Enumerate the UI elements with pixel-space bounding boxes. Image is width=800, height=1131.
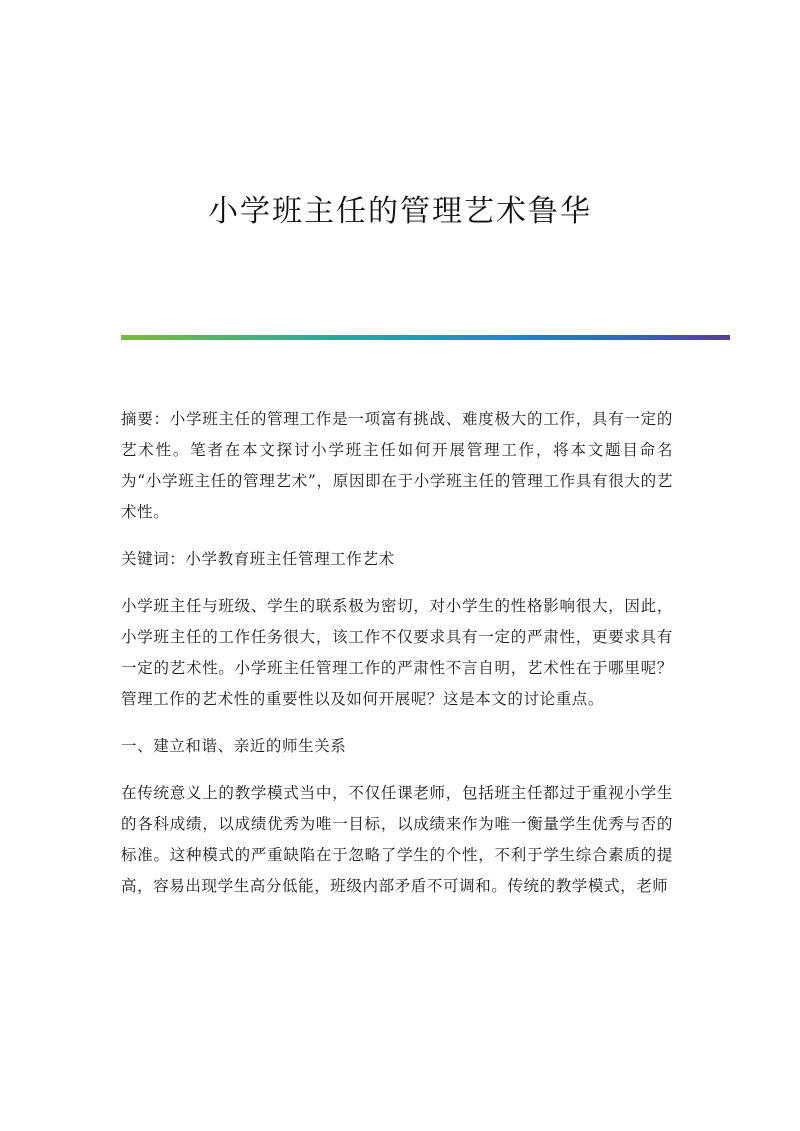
- section-1-paragraph: 在传统意义上的教学模式当中，不仅任课老师，包括班主任都过于重视小学生的各科成绩，以成绩优秀为唯一目标，以成绩来作为唯一衡量学生优秀与否的标准。这种模式的严重缺陷在于忽略了学生的个性，不利于学生综合素质的提高，容易出现学生高分低能，班级内部矛盾不可调和。传统的教学模式，老师: [121, 784, 673, 895]
- gradient-divider: [121, 335, 730, 340]
- keywords-text: 小学教育班主任管理工作艺术: [185, 550, 395, 568]
- keywords-label: 关键词：: [121, 550, 186, 568]
- abstract-label: 摘要：: [121, 410, 170, 428]
- keywords-paragraph: [121, 544, 673, 575]
- abstract-paragraph: [121, 404, 673, 528]
- document-body: [121, 404, 673, 918]
- abstract-text: 小学班主任的管理工作是一项富有挑战、难度极大的工作，具有一定的艺术性。笔者在本文探讨小学班主任如何开展管理工作，将本文题目命名为“小学班主任的管理艺术”，原因即在于小学班主任的管理工作具有很大的艺术性。: [121, 410, 673, 521]
- section-heading-1: 一、建立和谐、亲近的师生关系: [121, 737, 347, 755]
- intro-paragraph: 小学班主任与班级、学生的联系极为密切，对小学生的性格影响很大，因此，小学班主任的工作任务很大，该工作不仅要求具有一定的严肃性，更要求具有一定的艺术性。小学班主任管理工作的严肃性不言自明，艺术性在于哪里呢？管理工作的艺术性的重要性以及如何开展呢？这是本文的讨论重点。: [121, 597, 673, 708]
- document-title: 小学班主任的管理艺术鲁华: [208, 194, 592, 229]
